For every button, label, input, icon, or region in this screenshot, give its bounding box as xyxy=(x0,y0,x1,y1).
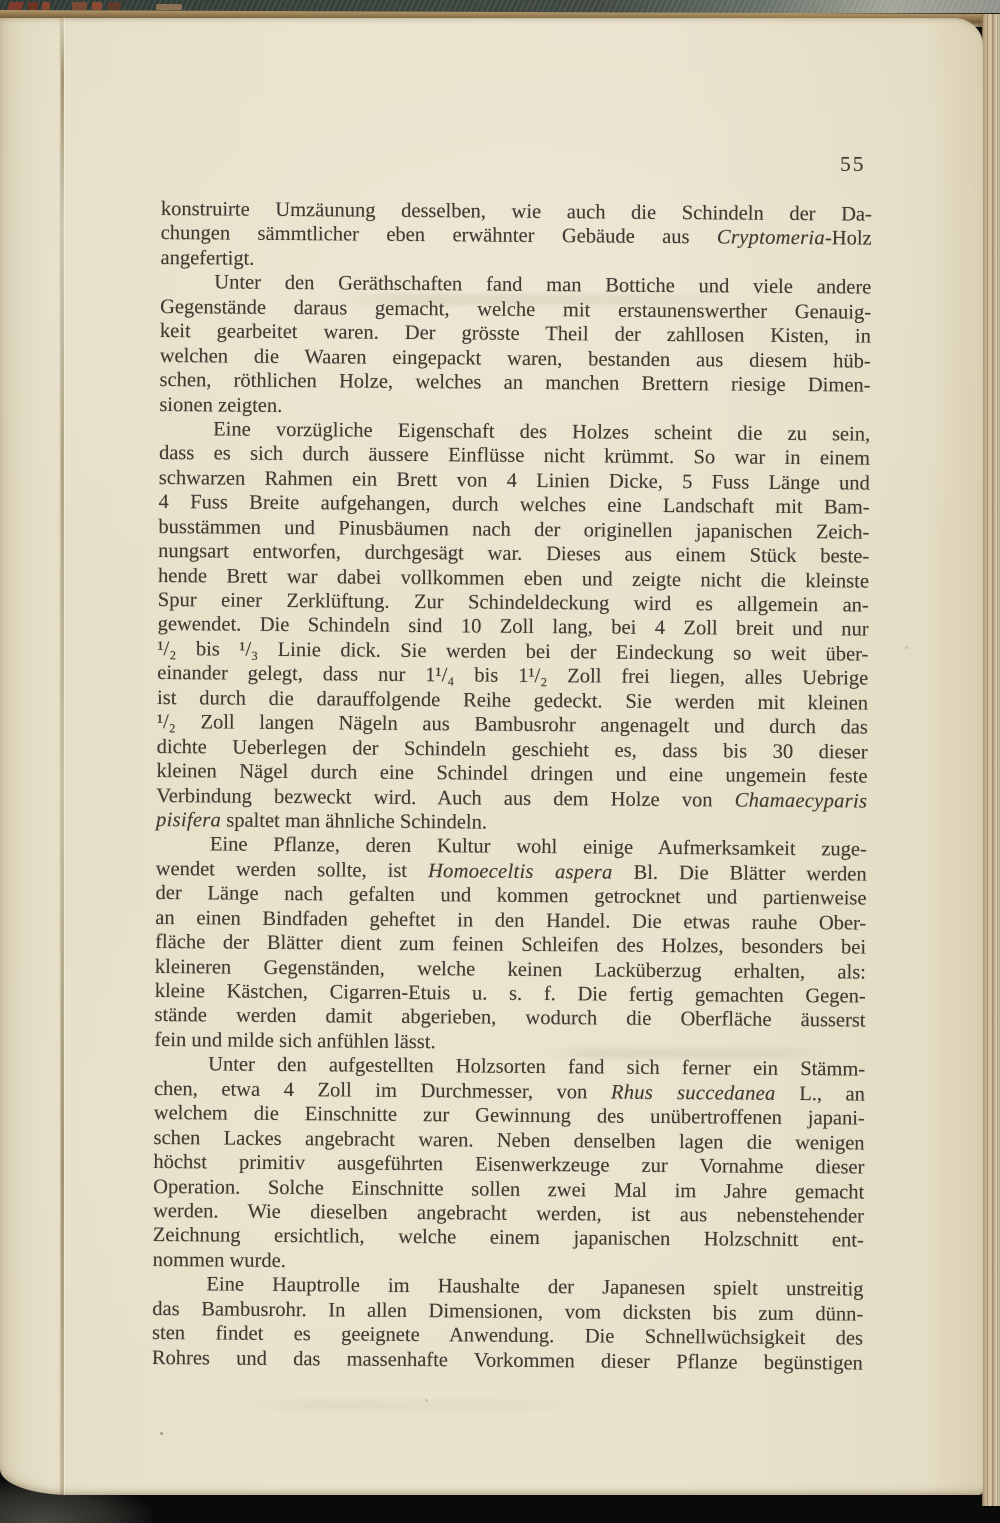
text-line: dichte Ueberlegen der Schindeln geschieht es, dass bis 30 dieser xyxy=(156,735,868,764)
thread-mark xyxy=(42,2,50,10)
text-line: welchem die Einschnitte zur Gewinnung des unübertroffenen japani- xyxy=(153,1102,865,1130)
text-line: schwarzen Rahmen ein Brett von 4 Linien Dicke, 5 Fuss Länge und xyxy=(158,466,870,495)
thread-mark xyxy=(7,2,25,10)
text-line: Eine Pflanze, deren Kultur wohl einige Aufmerksamkeit zuge- xyxy=(209,833,867,861)
text-line: fläche der Blätter dient zum feinen Schleifen des Holzes, besonders bei xyxy=(155,931,867,959)
text-line: Eine Hauptrolle im Haushalte der Japanesen spielt unstreitig xyxy=(206,1273,864,1301)
text-line: chungen sämmtlicher eben erwähnter Gebäude aus Cryptomeria-Holz xyxy=(160,222,872,251)
text-line: gewendet. Die Schindeln sind 10 Zoll lang, bei 4 Zoll breit und nur xyxy=(157,613,869,642)
page-number: 55 xyxy=(840,152,866,176)
text-line: keit gearbeitet waren. Der grösste Theil der zahllosen Kisten, in xyxy=(159,320,872,348)
text-line: Spur einer Zerklüftung. Zur Schindeldeckung wird es allgemein an- xyxy=(157,588,869,617)
text-line: Rohres und das massenhafte Vorkommen dieser Pflanze begünstigen xyxy=(151,1346,863,1375)
text-line: höchst primitiv ausgeführten Eisenwerkzeuge zur Vornahme dieser xyxy=(153,1151,865,1179)
text-line: Unter den aufgestellten Holzsorten fand sich ferner ein Stämm- xyxy=(208,1053,866,1081)
text-line: an einen Bindfaden geheftet in den Handel. Die etwas rauhe Ober- xyxy=(155,906,867,935)
thread-mark xyxy=(156,4,182,10)
text-line: welchen die Waaren eingepackt waren, bestanden aus diesem hüb- xyxy=(159,344,871,373)
paragraph xyxy=(159,270,871,422)
thread-mark xyxy=(108,2,121,10)
thread-mark xyxy=(28,2,38,10)
text-line: hende Brett war dabei vollkommen eben und zeigte nicht die kleinste xyxy=(157,564,870,593)
paragraph xyxy=(153,1052,866,1278)
text-line: Gegenstände daraus gemacht, welche mit erstaunenswerther Genauig- xyxy=(160,295,872,324)
text-line: kleineren Gegenständen, welche keinen Lacküberzug erhalten, als: xyxy=(154,955,867,984)
paper-speck xyxy=(425,1399,428,1402)
paper-speck xyxy=(905,646,908,649)
text-line: konstruirte Umzäunung desselben, wie auch die Schindeln der Da- xyxy=(160,197,872,226)
text-line: kleine Kästchen, Cigarren-Etuis u. s. f. Die fertig gemachten Gegen- xyxy=(154,979,866,1008)
text-line: ist durch die darauffolgende Reihe gedeckt. Sie werden mit kleinen xyxy=(156,686,869,715)
text-line: werden. Wie dieselben angebracht werden, ist aus nebenstehender xyxy=(152,1199,865,1228)
text-line: ¹/₂ bis ¹/₃ Linie dick. Sie werden bei der Eindeckung so weit über- xyxy=(157,637,869,666)
paper-speck xyxy=(160,1432,163,1435)
paragraph xyxy=(152,1272,864,1375)
page-stack-right-edge xyxy=(982,14,1000,1506)
text-line: wendet werden sollte, ist Homoeceltis aspera Bl. Die Blätter werden xyxy=(155,857,867,886)
text-line: dass es sich durch äussere Einflüsse nicht krümmt. So war in einem xyxy=(158,442,871,470)
text-line: chen, etwa 4 Zoll im Durchmesser, von Rhus succedanea L., an xyxy=(153,1077,866,1106)
page-fold-line xyxy=(61,18,64,1495)
text-line: Eine vorzügliche Eigenschaft des Holzes scheint die zu sein, xyxy=(213,418,871,446)
book-page xyxy=(0,18,984,1495)
text-line: der Länge nach gefalten und kommen getrocknet und partienweise xyxy=(155,882,867,910)
thread-mark xyxy=(72,2,87,10)
paragraph xyxy=(160,197,872,276)
text-line: Unter den Geräthschaften fand man Bottiche und viele andere xyxy=(214,271,872,299)
text-line: busstämmen und Pinusbäumen nach der originellen japanischen Zeich- xyxy=(158,515,870,544)
text-line: Zeichnung ersichtlich, welche einem japanischen Holzschnitt ent- xyxy=(152,1224,864,1252)
text-line: das Bambusrohr. In allen Dimensionen, vom dicksten bis zum dünn- xyxy=(152,1297,864,1326)
text-line: Verbindung bezweckt wird. Auch aus dem Holze von Chamaecyparis xyxy=(156,784,868,813)
text-line: einander gelegt, dass nur 1¹/₄ bis 1¹/₂ Zoll frei liegen, alles Uebrige xyxy=(157,662,869,690)
text-block xyxy=(152,197,872,1376)
text-line: stände werden damit abgerieben, wodurch die Oberfläche äusserst xyxy=(154,1004,866,1032)
text-line: 4 Fuss Breite aufgehangen, durch welches eine Landschaft mit Bam- xyxy=(158,491,870,519)
text-line: schen, röthlichen Holze, welches an manchen Brettern riesige Dimen- xyxy=(159,369,871,397)
text-line: sten findet es geeignete Anwendung. Die Schnellwüchsigkeit des xyxy=(151,1322,864,1350)
text-line: kleinen Nägel durch eine Schindel dringen und eine ungemein feste xyxy=(156,760,868,788)
paragraph xyxy=(154,832,867,1058)
text-line: sionen zeigten. xyxy=(159,393,283,417)
text-line: fein und milde sich anfühlen lässt. xyxy=(154,1028,436,1054)
text-line: ¹/₂ Zoll langen Nägeln aus Bambusrohr angenagelt und durch das xyxy=(156,711,868,739)
text-line: nungsart entworfen, durchgesägt war. Dieses aus einem Stück beste- xyxy=(158,540,870,568)
text-line: angefertigt. xyxy=(160,246,255,270)
text-line: Operation. Solche Einschnitte sollen zwei Mal im Jahre gemacht xyxy=(153,1175,865,1204)
thread-mark xyxy=(92,2,102,10)
text-line: schen Lackes angebracht waren. Neben denselben lagen die wenigen xyxy=(153,1126,865,1155)
ink-bleedthrough xyxy=(250,1400,580,1411)
text-line: nommen wurde. xyxy=(152,1248,286,1272)
paragraph xyxy=(156,417,870,838)
text-line: pisifera spaltet man ähnliche Schindeln. xyxy=(156,808,488,834)
